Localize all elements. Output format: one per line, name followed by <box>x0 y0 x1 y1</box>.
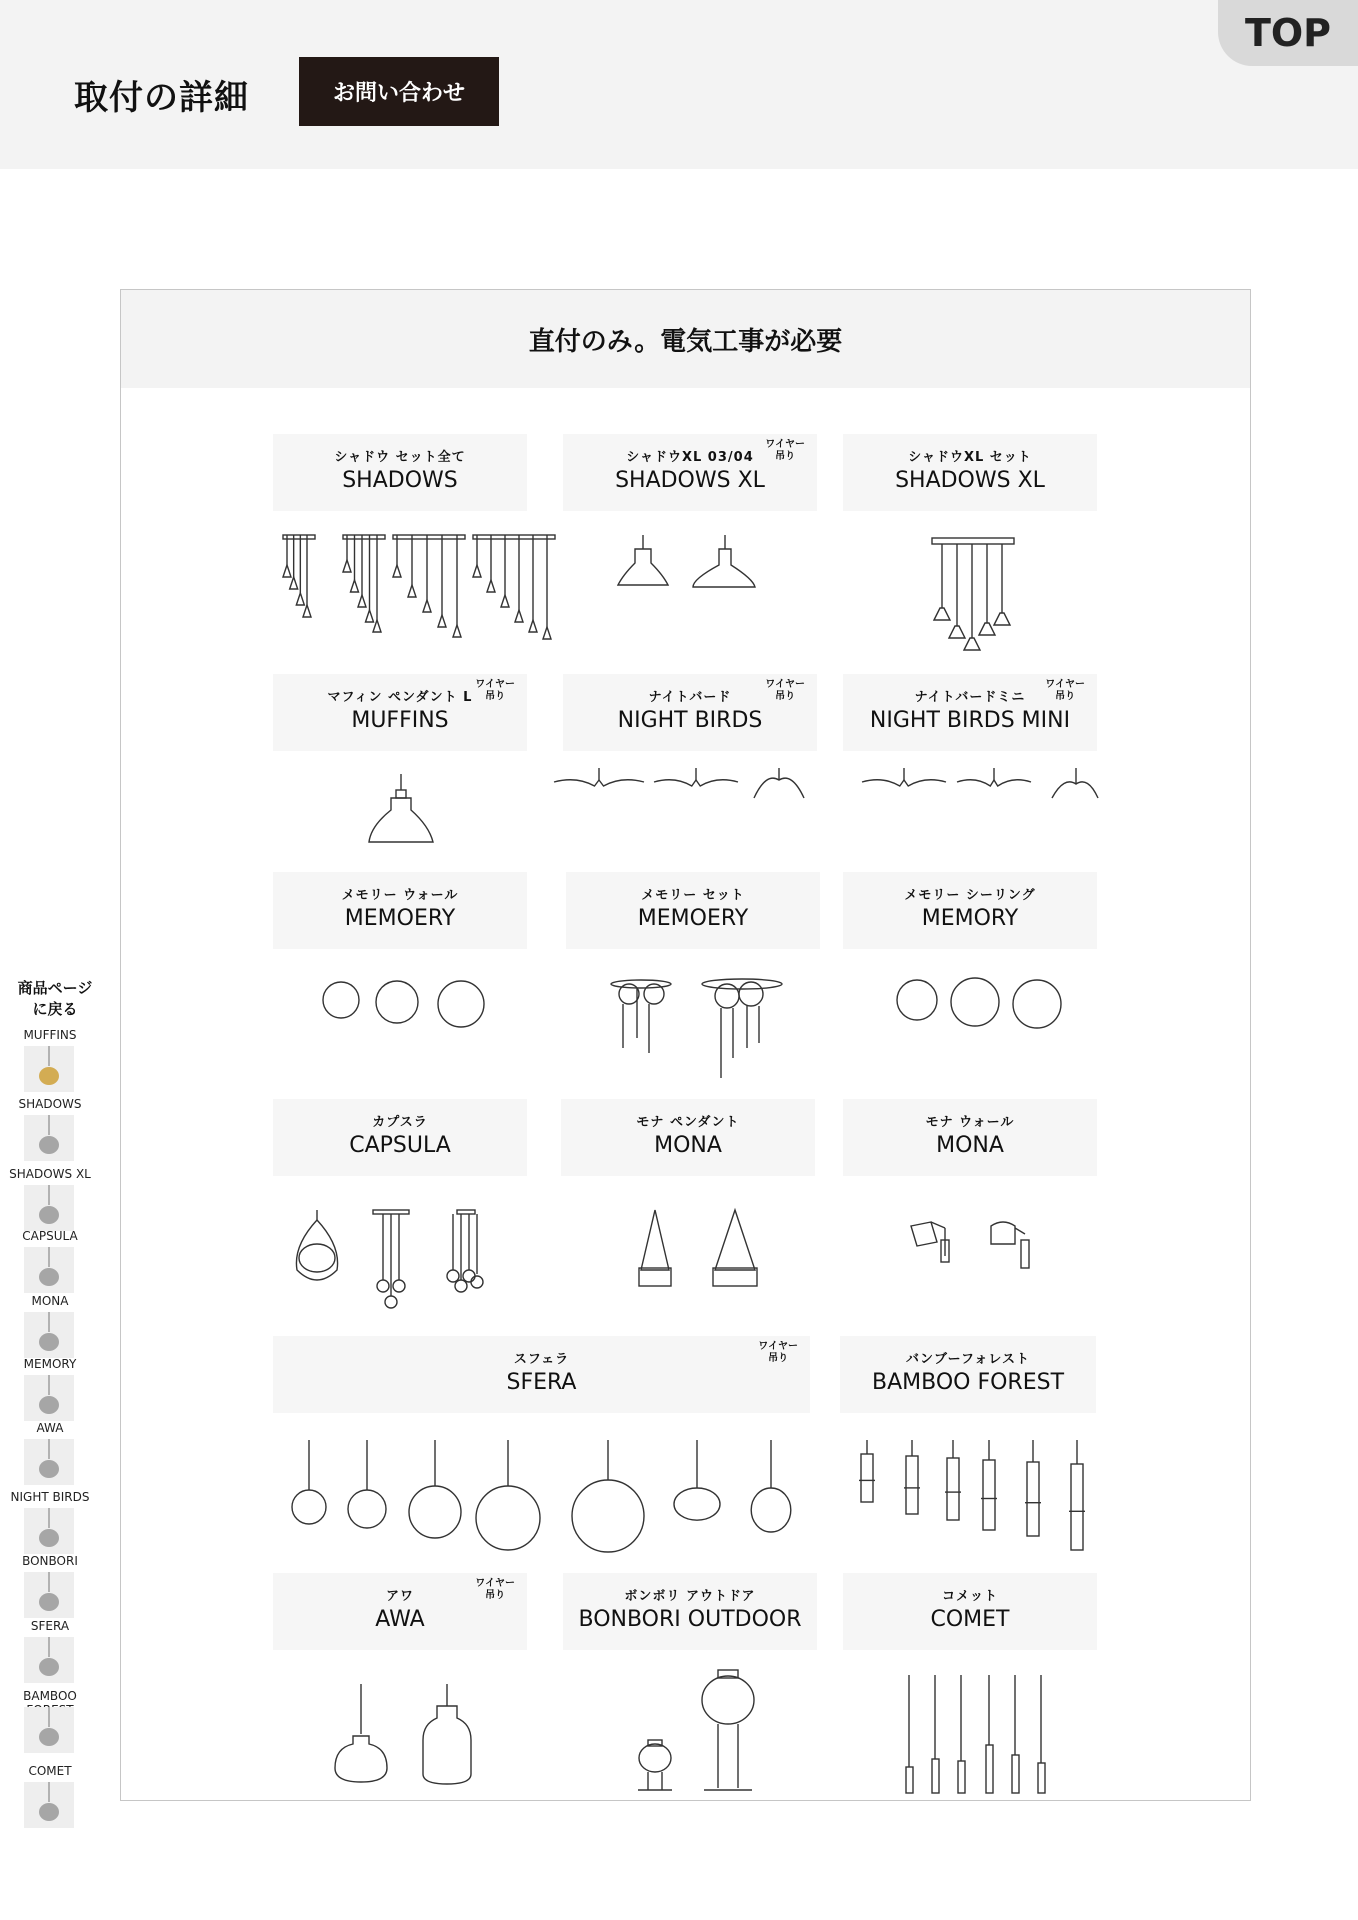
product-card-night-birds <box>563 674 817 751</box>
product-name-ja: カプスラ <box>372 1115 428 1130</box>
product-name-ja: ボンボリ アウトドア <box>624 1589 756 1604</box>
sidebar-item-label: NIGHT BIRDS <box>10 1490 90 1504</box>
sidebar-item-label: BONBORI <box>22 1554 78 1568</box>
shadows-xl-set-drawing <box>927 538 1027 658</box>
comet-drawing <box>899 1675 1059 1800</box>
contact-button[interactable]: お問い合わせ <box>299 57 499 126</box>
sidebar-item-thumbnail <box>24 1312 74 1358</box>
product-card-shadows <box>273 434 527 511</box>
sidebar-item-thumbnail <box>24 1637 74 1683</box>
sidebar-item-awa[interactable] <box>0 1421 110 1435</box>
product-name-en: SHADOWS XL <box>615 468 765 493</box>
product-name-ja: シャドウXL 03/04 <box>626 450 754 465</box>
sidebar-item-sfera[interactable] <box>0 1619 110 1633</box>
sidebar-item-thumbnail <box>24 1115 74 1161</box>
product-card-mona <box>843 1099 1097 1176</box>
sidebar-item-label: BAMBOO <box>23 1689 77 1703</box>
product-card-shadows-xl <box>563 434 817 511</box>
sidebar-item-bamboo-forest[interactable] <box>0 1689 110 1717</box>
wire-hanging-note: ワイヤー 吊り <box>758 1341 798 1364</box>
memory-wall-drawing <box>321 980 491 1040</box>
sidebar-item-capsula[interactable] <box>0 1229 110 1243</box>
sidebar-item-comet[interactable] <box>0 1764 110 1778</box>
sidebar-item-label: MUFFINS <box>23 1028 77 1042</box>
product-name-ja: メモリー シーリング <box>904 888 1036 903</box>
wire-hanging-note: ワイヤー 吊り <box>475 1578 515 1601</box>
product-name-ja: モナ ペンダント <box>636 1115 740 1130</box>
sidebar-item-thumbnail <box>24 1247 74 1293</box>
product-card-memoery <box>566 872 820 949</box>
product-name-ja: メモリー セット <box>641 888 745 903</box>
product-name-en: MEMOERY <box>344 906 456 931</box>
sidebar-item-thumbnail <box>24 1782 74 1828</box>
product-card-bonbori-outdoor <box>563 1573 817 1650</box>
product-name-en: MUFFINS <box>351 708 449 733</box>
product-card-memory <box>843 872 1097 949</box>
sidebar-item-bonbori[interactable] <box>0 1554 110 1568</box>
product-name-ja: モナ ウォール <box>925 1115 1015 1130</box>
awa-drawing <box>331 1684 501 1794</box>
product-name-ja: バンブーフォレスト <box>906 1352 1030 1367</box>
night-birds-drawing <box>554 768 804 808</box>
sidebar-item-label: SHADOWS <box>18 1097 82 1111</box>
sidebar-item-label: COMET <box>28 1764 72 1778</box>
memory-ceiling-drawing <box>897 978 1067 1038</box>
bamboo-forest-drawing <box>851 1440 1091 1550</box>
sidebar-item-label: SHADOWS XL <box>9 1167 91 1181</box>
sidebar-item-muffins[interactable] <box>0 1028 110 1042</box>
product-name-en: BONBORI OUTDOOR <box>578 1607 802 1632</box>
night-birds-mini-drawing <box>862 768 1112 808</box>
product-name-ja: スフェラ <box>513 1352 570 1367</box>
product-card-capsula <box>273 1099 527 1176</box>
product-name-en: NIGHT BIRDS <box>617 708 763 733</box>
wire-hanging-note: ワイヤー 吊り <box>1045 679 1085 702</box>
product-card-comet <box>843 1573 1097 1650</box>
product-card-bamboo-forest <box>840 1336 1096 1413</box>
panel-heading: 直付のみ。電気工事が必要 <box>121 290 1250 388</box>
memory-set-drawing <box>609 978 789 1078</box>
sidebar-item-thumbnail <box>24 1508 74 1554</box>
product-name-en: MEMOERY <box>637 906 749 931</box>
product-card-memoery <box>273 872 527 949</box>
sidebar-item-label: MEMORY <box>23 1357 77 1371</box>
product-card-shadows-xl <box>843 434 1097 511</box>
sidebar-item-shadows-xl[interactable] <box>0 1167 110 1181</box>
wire-hanging-note: ワイヤー 吊り <box>765 679 805 702</box>
sidebar-item-thumbnail <box>24 1185 74 1231</box>
mona-pendant-drawing <box>635 1210 765 1310</box>
shadows-xl-drawing <box>613 535 763 595</box>
product-name-en: MONA <box>654 1133 722 1158</box>
page-title: 取付の詳細 <box>74 78 249 118</box>
sidebar-item-label: CAPSULA <box>22 1229 78 1243</box>
sidebar-item-mona[interactable] <box>0 1294 110 1308</box>
sidebar-item-night-birds[interactable] <box>0 1490 110 1504</box>
product-name-ja: マフィン ペンダント L <box>327 690 473 705</box>
sidebar-item-label: MONA <box>31 1294 69 1308</box>
return-to-product-link[interactable]: 商品ページ に戻る <box>17 979 93 1018</box>
product-name-en: NIGHT BIRDS MINI <box>869 708 1071 733</box>
product-name-en: MEMORY <box>921 906 1019 931</box>
product-name-en: SHADOWS XL <box>895 468 1045 493</box>
sidebar-item-thumbnail <box>24 1439 74 1485</box>
installation-panel <box>120 289 1251 1801</box>
product-card-night-birds-mini <box>843 674 1097 751</box>
capsula-drawing <box>293 1210 493 1310</box>
product-name-en: SHADOWS <box>342 468 458 493</box>
product-name-en: SFERA <box>506 1370 577 1395</box>
sfera-drawing <box>293 1440 813 1560</box>
product-name-ja: シャドウXL セット <box>908 450 1032 465</box>
shadows-drawing <box>283 535 553 635</box>
product-name-en: COMET <box>930 1607 1010 1632</box>
product-name-ja: アワ <box>385 1589 414 1604</box>
product-card-sfera <box>273 1336 810 1413</box>
product-name-ja: メモリー ウォール <box>341 888 459 903</box>
product-name-en: CAPSULA <box>349 1133 451 1158</box>
sidebar-item-thumbnail <box>24 1046 74 1092</box>
top-button[interactable]: TOP <box>1218 0 1358 66</box>
header <box>0 0 1358 169</box>
product-name-ja: ナイトバードミニ <box>914 690 1026 705</box>
mona-wall-drawing <box>907 1218 1033 1288</box>
bonbori-outdoor-drawing <box>626 1670 776 1800</box>
wire-hanging-note: ワイヤー 吊り <box>475 679 515 702</box>
sidebar-item-thumbnail <box>24 1707 74 1753</box>
product-name-en: AWA <box>375 1607 425 1632</box>
muffins-drawing <box>369 774 433 844</box>
sidebar-item-thumbnail <box>24 1375 74 1421</box>
product-card-mona <box>561 1099 815 1176</box>
sidebar-item-label: SFERA <box>30 1619 70 1633</box>
product-name-ja: シャドウ セット全て <box>334 450 466 465</box>
product-name-ja: コメット <box>941 1589 998 1604</box>
product-name-ja: ナイトバード <box>648 690 732 705</box>
product-card-muffins <box>273 674 527 751</box>
sidebar-item-thumbnail <box>24 1572 74 1618</box>
sidebar-item-shadows[interactable] <box>0 1097 110 1111</box>
sidebar-item-memory[interactable] <box>0 1357 110 1371</box>
sidebar-item-label: AWA <box>36 1421 64 1435</box>
product-name-en: MONA <box>936 1133 1004 1158</box>
product-card-awa <box>273 1573 527 1650</box>
product-name-en: BAMBOO FOREST <box>871 1370 1065 1395</box>
wire-hanging-note: ワイヤー 吊り <box>765 439 805 462</box>
